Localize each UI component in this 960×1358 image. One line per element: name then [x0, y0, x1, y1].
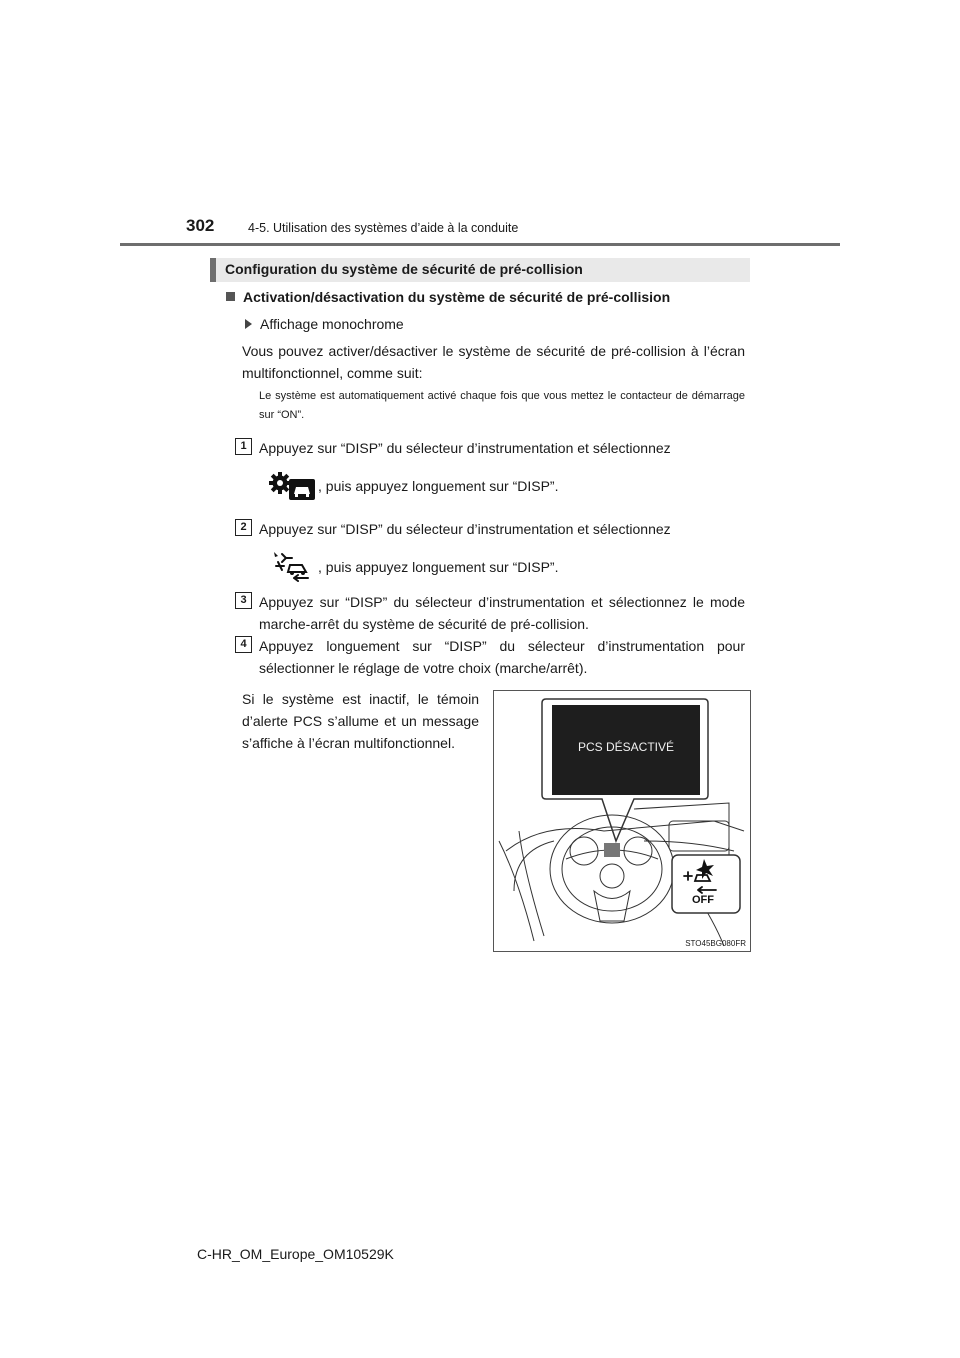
square-bullet-icon — [226, 292, 235, 301]
section-title: Configuration du système de sécurité de pré-collision — [225, 261, 583, 277]
intro-paragraph: Vous pouvez activer/désactiver le système de sécurité de pré-collision à l’écran multifonctionnel, comme suit: — [242, 343, 745, 381]
section-accent — [210, 258, 216, 282]
pcs-icon — [272, 548, 314, 582]
subheading — [226, 289, 670, 305]
aside-paragraph: Si le système est inactif, le témoin d’alerte PCS s’allume et un message s’affiche à l’écran multifonctionnel. — [242, 691, 479, 751]
triangle-bullet-icon — [245, 319, 252, 329]
step-number: 4 — [235, 636, 252, 653]
off-indicator-label: OFF — [692, 894, 714, 906]
step-continuation: , puis appuyez longuement sur “DISP”. — [318, 478, 559, 494]
section-heading-bar — [210, 258, 750, 282]
subheading-text: Activation/désactivation du système de sécurité de pré-collision — [243, 289, 671, 305]
figure-code: STO45BG080FR — [685, 939, 746, 948]
page-number: 302 — [186, 216, 215, 235]
screen-message: PCS DÉSACTIVÉ — [577, 740, 675, 754]
settings-car-icon — [268, 472, 316, 500]
note-paragraph: Le système est automatiquement activé chaque fois que vous mettez le contacteur de démarrage sur “ON”. — [259, 390, 745, 421]
step-text: Appuyez sur “DISP” du sélecteur d’instrumentation et sélectionnez — [259, 440, 671, 456]
step-number: 3 — [235, 592, 252, 609]
display-type-text: Affichage monochrome — [260, 316, 404, 332]
dashboard-illustration — [493, 690, 751, 952]
footer-document-id: C-HR_OM_Europe_OM10529K — [197, 1246, 394, 1262]
chapter-title: 4-5. Utilisation des systèmes d’aide à la conduite — [248, 221, 519, 235]
step-text: Appuyez longuement sur “DISP” du sélecteur d’instrumentation pour sélectionner le réglage de votre choix (marche/arrêt). — [259, 638, 745, 676]
step-number: 1 — [235, 438, 252, 455]
step-number: 2 — [235, 519, 252, 536]
header-rule — [120, 243, 840, 246]
step-continuation: , puis appuyez longuement sur “DISP”. — [318, 559, 559, 575]
step-text: Appuyez sur “DISP” du sélecteur d’instrumentation et sélectionnez — [259, 521, 671, 537]
display-type — [245, 316, 404, 332]
dashboard-drawing — [494, 691, 750, 951]
step-text: Appuyez sur “DISP” du sélecteur d’instrumentation et sélectionnez le mode marche-arrêt du système de sécurité de pré-collision. — [259, 594, 745, 632]
